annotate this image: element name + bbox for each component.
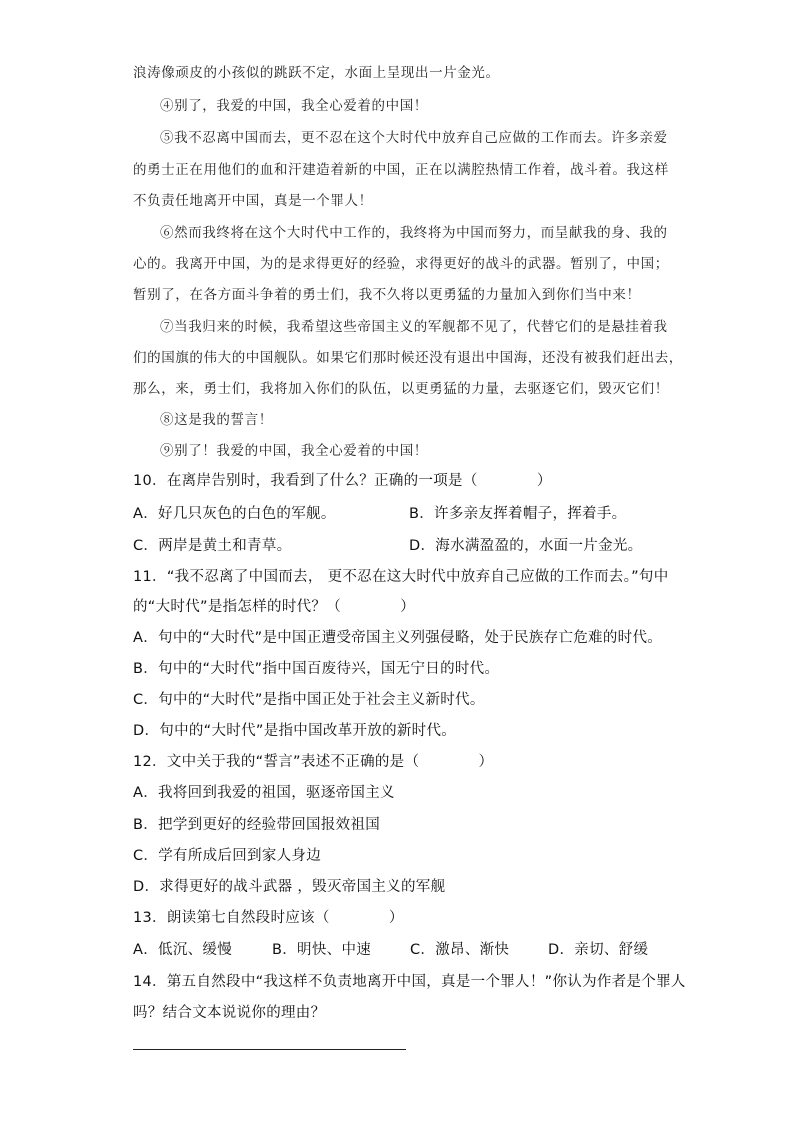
- paragraph-5-line-2: 的勇士正在用他们的血和汗建造着新的中国，正在以满腔热情工作着，战斗着。我这样: [133, 162, 669, 178]
- paragraph-9: ⑨别了！我爱的中国，我全心爱着的中国！: [160, 443, 428, 459]
- question-13-option-d: D．亲切、舒缓: [548, 942, 649, 958]
- question-13-stem: 13．朗读第七自然段时应该（ ）: [133, 910, 404, 926]
- question-11-option-c: C．句中的“大时代”是指中国正处于社会主义新时代。: [133, 692, 485, 708]
- paragraph-7-line-2: 们的国旗的伟大的中国舰队。如果它们那时候还没有退出中国海，还没有被我们赶出去，: [133, 350, 683, 366]
- question-10-option-c: C．两岸是黄土和青草。: [133, 538, 292, 554]
- question-11-option-d: D．句中的“大时代”是指中国改革开放的新时代。: [133, 723, 457, 739]
- paragraph-5-line-3: 不负责任地离开中国，真是一个罪人！: [133, 193, 373, 209]
- paragraph-7-line-3: 那么，来，勇士们，我将加入你们的队伍，以更勇猛的力量，去驱逐它们，毁灭它们！: [133, 381, 669, 397]
- question-12-option-b: B．把学到更好的经验带回国报效祖国: [133, 817, 381, 833]
- question-10-option-b: B．许多亲友挥着帽子，挥着手。: [409, 506, 627, 522]
- question-13-option-b: B．明快、中速: [272, 942, 372, 958]
- question-11-stem-line-2: 的“大时代”是指怎样的时代？（ ）: [133, 599, 416, 615]
- question-10-option-a: A．好几只灰色的白色的军舰。: [133, 506, 336, 522]
- paragraph-6-line-1: ⑥然而我终将在这个大时代中工作的，我终将为中国而努力，而呈献我的身、我的: [160, 225, 668, 241]
- paragraph-8: ⑧这是我的誓言！: [160, 412, 273, 428]
- question-14-stem-line-1: 14．第五自然段中“我这样不负责地离开中国，真是一个罪人！”你认为作者是个罪人: [133, 974, 686, 990]
- question-11-option-b: B．句中的“大时代”指中国百废待兴，国无宁日的时代。: [133, 661, 500, 677]
- question-10-stem: 10．在离岸告别时，我看到了什么？正确的一项是（ ）: [133, 473, 552, 489]
- question-12-option-d: D．求得更好的战斗武器 ，毁灭帝国主义的军舰: [133, 879, 446, 895]
- question-10-option-d: D．海水满盈盈的，水面一片金光。: [409, 538, 643, 554]
- paragraph-6-line-2: 心的。我离开中国，为的是求得更好的经验，求得更好的战斗的武器。暂别了，中国；: [133, 256, 669, 272]
- question-13-option-c: C．激昂、渐快: [410, 942, 510, 958]
- question-14-stem-line-2: 吗？结合文本说说你的理由？: [133, 1005, 326, 1021]
- paragraph-5-line-1: ⑤我不忍离中国而去，更不忍在这个大时代中放弃自己应做的工作而去。许多亲爱: [160, 130, 668, 146]
- paragraph-4: ④别了，我爱的中国，我全心爱着的中国！: [160, 98, 428, 114]
- paragraph-6-line-3: 暂别了，在各方面斗争着的勇士们，我不久将以更勇猛的力量加入到你们当中来！: [133, 287, 641, 303]
- passage-line: 浪涛像顽皮的小孩似的跳跃不定，水面上呈现出一片金光。: [133, 65, 500, 81]
- question-12-option-a: A．我将回到我爱的祖国，驱逐帝国主义: [133, 785, 395, 801]
- question-12-option-c: C．学有所成后回到家人身边: [133, 848, 322, 864]
- question-13-option-a: A．低沉、缓慢: [133, 942, 233, 958]
- paragraph-7-line-1: ⑦当我归来的时候，我希望这些帝国主义的军舰都不见了，代替它们的是悬挂着我: [160, 319, 668, 335]
- question-11-stem-line-1: 11．“我不忍离了中国而去， 更不忍在这大时代中放弃自己应做的工作而去。”句中: [133, 569, 669, 585]
- question-12-stem: 12．文中关于我的“誓言”表述不正确的是（ ）: [133, 754, 494, 770]
- question-11-option-a: A．句中的“大时代”是中国正遭受帝国主义列强侵略，处于民族存亡危难的时代。: [133, 630, 663, 646]
- answer-blank-line[interactable]: [133, 1049, 406, 1050]
